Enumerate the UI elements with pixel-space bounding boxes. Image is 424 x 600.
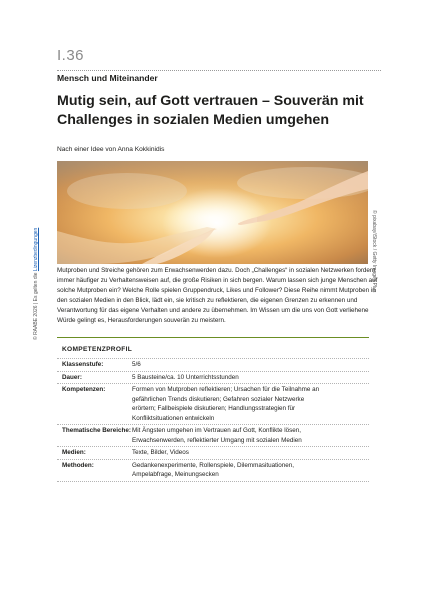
photo-credit: © pixabay/iStock / Getty Images Plus [371, 210, 377, 293]
profile-label: Klassenstufe: [62, 361, 104, 368]
profile-value: 5 Bausteine/ca. 10 Unterrichtsstunden [132, 373, 239, 381]
unit-code: I.36 [57, 47, 85, 64]
page-title: Mutig sein, auf Gott vertrauen – Souverän mit Challenges in sozialen Medien umgehen [57, 93, 364, 128]
cover-photo [57, 161, 368, 264]
profile-row-duration [57, 371, 369, 384]
header-divider [57, 70, 381, 71]
profile-value: Formen von Mutproben reflektieren; Ursachen für die Teilnahme an gefährlichen Trends diskutieren; Gefahren sozialer Netzwerke erörtern; Fallbeispiele diskutieren; Handlungsstrategien für Konfliktsituationen entwickeln [132, 386, 320, 422]
author-line: Nach einer Idee von Anna Kokkinidis [57, 146, 165, 153]
profile-label: Dauer: [62, 373, 82, 381]
profile-value: Texte, Bilder, Videos [132, 449, 189, 456]
profile-label: Methoden: [62, 461, 94, 469]
profile-value: 5/6 [132, 361, 141, 368]
license-terms-link[interactable]: Lizenzbedingungen [33, 227, 39, 272]
profile-label: Kompetenzen: [62, 386, 106, 393]
profile-row-grade [57, 358, 369, 371]
license-credit [33, 228, 39, 340]
intro-paragraph: Mutproben und Streiche gehören zum Erwachsenwerden dazu. Doch „Challenges“ in sozialen Netzwerken fordern immer häufiger zu Verhaltensweisen auf, die große Risiken in sich bergen. Warum lassen sich junge Menschen auf solche Mutproben ein? Welche Rolle spielen Gruppendruck, Likes und Follower? Diese Reihe nimmt Mutproben in den sozialen Medien in den Blick, lädt ein, sie kritisch zu reflektieren, die eigenen Grenzen zu erkennen und Verantwortung für das eigene Verhalten und andere zu übernehmen. Im Wissen um die uns von Gott verliehene Würde gelingt es, Herausforderungen souverän zu meistern. [57, 267, 378, 325]
competence-profile [57, 337, 369, 482]
competence-profile-heading: KOMPETENZPROFIL [62, 346, 133, 353]
license-credit-text: © RAABE 2026 | Es gelten die [33, 271, 39, 340]
profile-row-competencies [57, 383, 369, 424]
profile-value: Mit Ängsten umgehen im Vertrauen auf Gott, Konflikte lösen, Erwachsenwerden, reflektierter Umgang mit sozialen Medien [132, 427, 302, 444]
profile-value: Gedankenexperimente, Rollenspiele, Dilemmasituationen, Ampelabfrage, Meinungsecken [132, 461, 295, 478]
subject-label: Mensch und Miteinander [57, 73, 158, 83]
profile-row-media [57, 446, 369, 459]
profile-label: Thematische Bereiche: [62, 427, 131, 434]
profile-row-methods [57, 459, 369, 482]
hands-sunlight-illustration [57, 161, 368, 264]
profile-label: Medien: [62, 449, 86, 456]
profile-row-topics [57, 424, 369, 446]
